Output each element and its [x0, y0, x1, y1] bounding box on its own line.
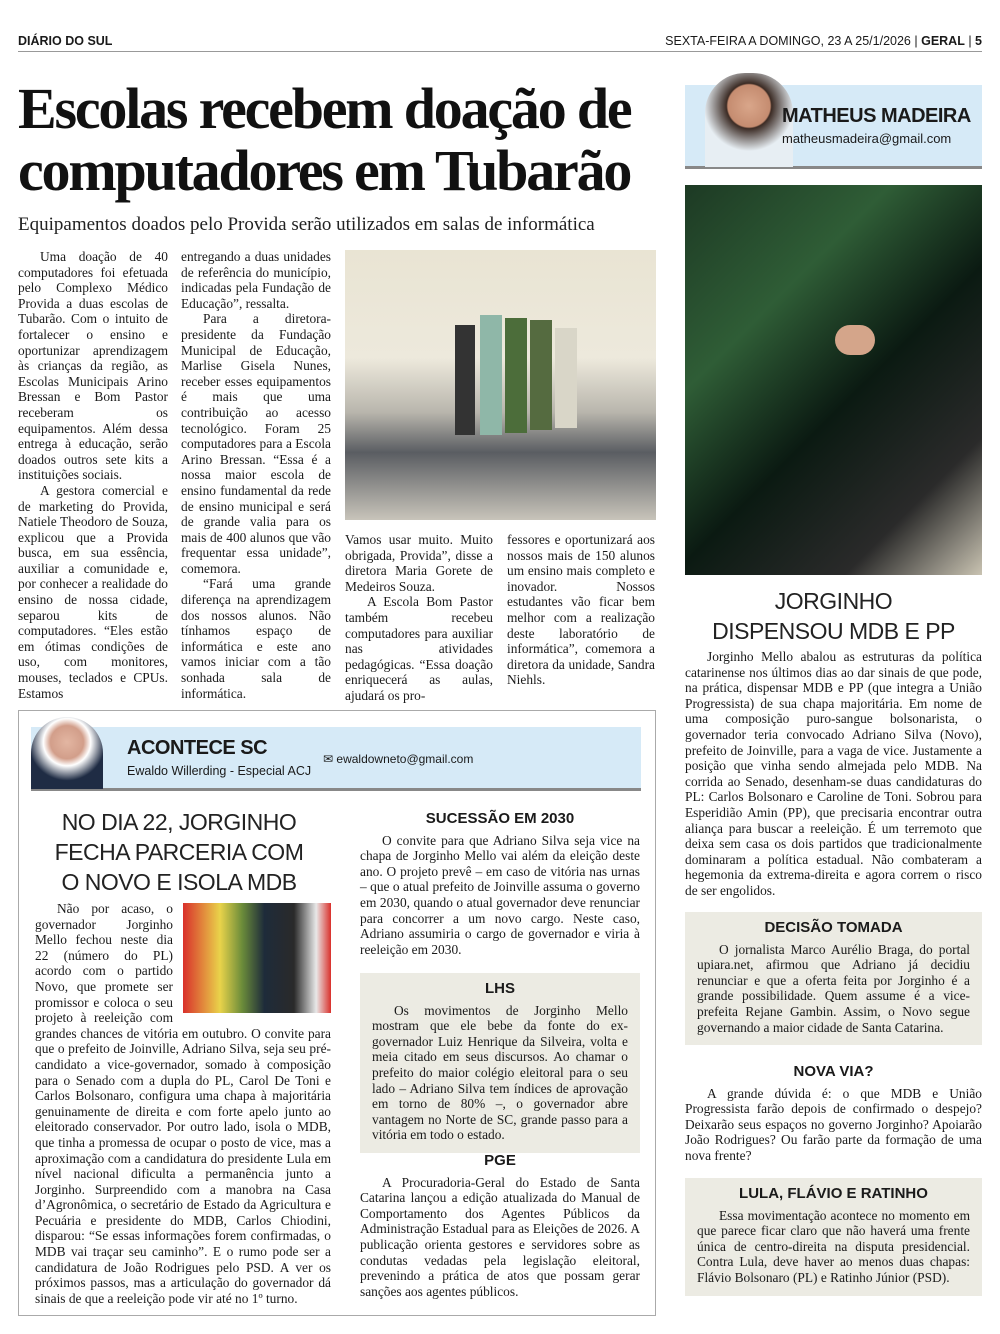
acontece-header [31, 727, 641, 791]
columnist-name: MATHEUS MADEIRA [782, 105, 971, 127]
acontece-body: Não por acaso, o governador Jorginho Mello fechou neste dia 22 (número do PL) acordo com o partido Novo, que promete ser promissor e coloca o seu projeto à reeleição com grandes chances de vitória em outubro. O convite para que o prefeito de Joinville, Adriano Silva, seja seu pré-candidato a vice-governador, somado à composição para o Senado com a dupla do PL, Carol De Toni e Carlos Bolsonaro, configura uma chapa à majoritária genuinamente de direita e com forte apelo junto ao eleitorado conservador. Por outro lado, isola o MDB, que tinha a promessa de ocupar o posto de vice, mas a aproximação com a candidatura do presidente Lula em nível nacional dificulta a permanência junto a Jorginho. Surpreendido com a manobra na Casa d’Agronômica, o secretário de Estado da Agricultura e Pecuária e presidente do MDB, Carlos Chiodini, disparou: “Se essas informações forem confirmadas, o MDB vai traçar seu caminho”. E o rumo pode ser a candidatura de João Rodrigues pelo PSD. A ver os próximos passos, mas a articulação do governador dá sinais de que a reeleição pode vir até no 1º turno. [35, 901, 331, 1306]
article-column-4: fessores e oportunizará aos nossos mais de 150 alunos um ensino mais completo e inovador. Nossos estudantes vão ficar bem melhor com a realização deste laboratório de informática”, comemora a diretora da unidade, Sandra Niehls. [507, 532, 655, 688]
article-column-1: Uma doação de 40 computadores foi efetuada pelo Complexo Médico Provida a duas escolas de Tubarão. Com o intuito de fortalecer o ensino e oportunizar aprendizagem às crianças da região, as Escolas Municipais Arino Bressan e Bom Pastor receberam os equipamentos. Além dessa entrega à educação, serão doados outros sete kits a instituições sociais. A gestora comercial e de marketing do Provida, Natiele Theodoro de Souza, explicou que a Provida busca, em sua essência, auxiliar a comunidade e, por conhecer a realidade do ensino de nossa cidade, separou kits de computadores. “Eles estão em ótimas condições de uso, com monitores, mouses, teclados e CPUs. Estamos [18, 249, 168, 701]
article-column-3: Vamos usar muito. Muito obrigada, Provida”, disse a diretora Maria Gorete de Medeiros Souza. A Escola Bom Pastor também recebeu computadores para auxiliar nas atividades pedagógicas. “Essa doação enriquecerá as aulas, ajudará os pro- [345, 532, 493, 703]
acontece-email: ✉ ewaldowneto@gmail.com [323, 752, 474, 766]
ewaldo-avatar [31, 717, 103, 789]
acontece-sc-box [18, 710, 656, 1316]
note-decisao-tomada: DECISÃO TOMADA O jornalista Marco Aurélio Braga, do portal upiara.net, afirmou que Adriano já decidiu renunciar e que a oferta feita por Jorginho é a grande possibilidade. Quem assume é a vice-prefeita Rejane Gambin. Assim, o Novo segue governando a maior cidade de Santa Catarina. [685, 912, 982, 1045]
note-pge: PGE A Procuradoria-Geral do Estado de Santa Catarina lançou a edição atualizada do Manual de Comportamento dos Agentes Públicos da Administração Estadual para as Eleições de 2026. A publicação orienta gestores e servidores sobre as condutas vedadas pela legislação eleitoral, prevenindo a prática de atos que possam gerar sanções aos agentes públicos. [360, 1152, 640, 1299]
dateline: SEXTA-FEIRA A DOMINGO, 23 A 25/1/2026 | GERAL | 5 [665, 34, 982, 48]
school-donation-photo [345, 250, 656, 520]
note-lhs: LHS Os movimentos de Jorginho Mello mostram que ele bebe da fonte do ex-governador Luiz Henrique da Silveira, volta e meia citado em seus discursos. Ao chamar o prefeito do maior colégio eleitoral para o seu lado – Adriano Silva tem índices de aprovação em torno de 80% –, o governador abre vantagem no Norte de SC, grande passo para a vitória em todo o estado. [360, 973, 640, 1153]
acontece-title: ACONTECE SC [127, 737, 268, 759]
note-lula-flavio-ratinho: LULA, FLÁVIO E RATINHO Essa movimentação acontece no momento em que parece ficar claro que não haverá uma frente única de centro-direita na disputa presidencial. Contra Lula, deve haver ao menos duas chapas: Flávio Bolsonaro (PL) e Ratinho Júnior (PSD). [685, 1178, 982, 1296]
columnist-email: matheusmadeira@gmail.com [782, 131, 952, 146]
envelope-icon: ✉ [323, 752, 334, 766]
acontece-byline: Ewaldo Willerding - Especial ACJ [127, 764, 312, 778]
main-subtitle: Equipamentos doados pelo Provida serão utilizados em salas de informática [18, 214, 595, 235]
columnist-avatar [705, 73, 793, 167]
jorginho-adriano-photo [183, 903, 331, 1013]
note-sucessao-2030: SUCESSÃO EM 2030 O convite para que Adriano Silva seja vice na chapa de Jorginho Mello vai além da eleição deste ano. O projeto prevê – em caso de vitória nas urnas – que o atual prefeito de Joinville assuma o governo em 2030, quando o atual governador deve renunciar para concorrer a um novo cargo. Neste caso, Adriano assumiria o cargo de governador e viria à reeleição em 2030. [360, 810, 640, 957]
column-body: Jorginho Mello abalou as estruturas da política catarinense nos últimos dias ao dar sinais de que pode, na prática, dispensar MDB e PP (que integra a União Progressista) de sua chapa majoritária. Em nome de uma composição puro-sangue bolsonarista, o governador teria convocado Adriano Silva (Novo), prefeito de Joinville, para a vaga de vice. Justamente a posição que vinha sendo almejada pelo MDB. Na corrida ao Senado, desenham-se duas candidaturas do PL: Carlos Bolsonaro e Caroline de Toni. Sobrou para Esperidião Amin (PP), que precisaria encontrar outra aliança para buscar a reeleição. É um terremoto que deixa sem casa os dois partidos que tradicionalmente dominaram a política estadual. Não combateram a hegemonia da extrema-direita e agora correm o risco de ser engolidos. [685, 649, 982, 898]
handshake-photo [685, 185, 982, 575]
page-header [18, 32, 982, 52]
newspaper-name: DIÁRIO DO SUL [18, 34, 113, 48]
note-nova-via: NOVA VIA? A grande dúvida é: o que MDB e União Progressista farão depois de confirmado o despejo? Deixarão seus espaços no governo Jorginho? Apoiarão João Rodrigues? Ou farão parte da formação de uma nova frente? [685, 1063, 982, 1163]
article-column-2: entregando a duas unidades de referência do município, indicadas pela Fundação de Educação”, ressalta. Para a diretora-presidente da Fundação Municipal de Educação, Marlise Gisela Nunes, receber esses equipamentos é mais que uma contribuição ao acesso tecnológico. Foram 25 computadores para a Escola Arino Bressan. “Essa é a nossa maior escola de ensino fundamental da rede de ensino municipal e será de grande valia para os mais de 400 alunos que vão frequentar essa unidade”, comemora. “Fará uma grande diferença na aprendizagem dos nossos alunos. Não tínhamos espaço de informática e este ano vamos iniciar com a tão sonhada sala de informática. [181, 249, 331, 701]
columnist-header [685, 85, 982, 169]
column-headline: JORGINHO DISPENSOU MDB E PP [712, 588, 955, 644]
main-headline: Escolas recebem doação de computadores em Tubarão [18, 76, 631, 203]
acontece-headline: NO DIA 22, JORGINHO FECHA PARCERIA COM O NOVO E ISOLA MDB [54, 809, 304, 895]
